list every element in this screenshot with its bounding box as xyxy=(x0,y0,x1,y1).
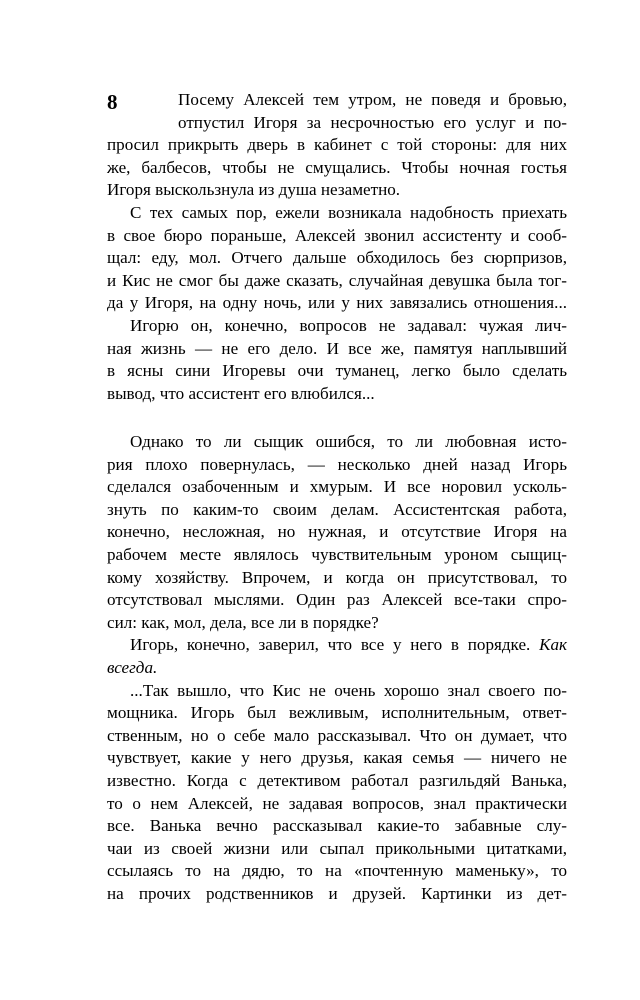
text-line: Однако то ли сыщик ошибся, то ли любовная исто- xyxy=(130,432,567,451)
text-line: кому хозяйству. Впрочем, и когда он присутствовал, то xyxy=(107,567,567,587)
text-line: ...Так вышло, что Кис не очень хорошо знал своего по- xyxy=(130,680,567,700)
text-line: ственным, но о себе мало рассказывал. Что он думает, что xyxy=(107,725,567,745)
text-line: знуть по каким-то своим делам. Ассистентская работа, xyxy=(107,499,567,519)
text-line: чувствует, какие у него друзья, какая семья — ничего не xyxy=(107,748,567,768)
text-line: сил: как, мол, дела, все ли в порядке? xyxy=(107,612,379,632)
text-line: отпустил Игоря за несрочностью его услуг и по- xyxy=(178,112,567,132)
text-line: мощника. Игорь был вежливым, исполнительным, ответ- xyxy=(107,703,567,723)
text-line-plain: Игорь, конечно, заверил, что все у него в порядке. xyxy=(130,635,531,655)
text-line: конечно, несложная, но нужная, и отсутствие Игоря на xyxy=(107,522,567,542)
text-line: все. Ванька вечно рассказывал какие-то забавные слу- xyxy=(107,816,567,836)
text-line: рия плохо повернулась, — несколько дней назад Игорь xyxy=(107,454,567,474)
text-line xyxy=(107,657,567,680)
text-line: же, балбесов, чтобы не смущались. Чтобы ночная гостья xyxy=(107,157,567,177)
text-line: Игорю он, конечно, вопросов не задавал: чужая лич- xyxy=(130,315,567,335)
text-line: ссылаясь то на дядю, то на «почтенную маменьку», то xyxy=(107,861,567,881)
text-line: щал: еду, мол. Отчего дальше обходилось без сюрпризов, xyxy=(107,248,567,268)
text-line: то о нем Алексей, не задавая вопросов, знал практически xyxy=(107,793,567,813)
text-line: Игоря выскользнула из душа незаметно. xyxy=(107,180,401,200)
text-line: сделался озабоченным и хмурым. И все норовил усколь- xyxy=(107,477,567,497)
text-block-2 xyxy=(107,431,567,905)
text-line: вывод, что ассистент его влюбился... xyxy=(107,383,375,403)
text-line: известно. Когда с детективом работал разгильдяй Ванька, xyxy=(107,770,567,790)
text-line: Посему Алексей тем утром, не поведя и бровью, xyxy=(178,90,567,109)
text-line: на прочих родственников и друзей. Картинки из дет- xyxy=(107,883,567,903)
page-number: 8 xyxy=(107,90,118,114)
text-line: просил прикрыть дверь в кабинет с той стороны: для них xyxy=(107,135,567,155)
text-line: рабочем месте являлось чувствительным уроном сыщиц- xyxy=(107,544,567,564)
text-line xyxy=(107,634,567,657)
text-line: и Кис не смог бы даже сказать, случайная девушка была тог- xyxy=(107,270,567,290)
text-line: отсутствовал мыслями. Один раз Алексей все-таки спро- xyxy=(107,590,567,610)
italic-phrase: всегда. xyxy=(107,657,158,677)
text-line: да у Игоря, на одну ночь, или у них завязались отношения... xyxy=(107,293,567,313)
text-line: чаи из своей жизни или сыпал прикольными цитатками, xyxy=(107,838,567,858)
text-line: в свое бюро пораньше, Алексей звонил ассистенту и сооб- xyxy=(107,225,567,245)
text-block-1 xyxy=(107,89,567,405)
text-line: ная жизнь — не его дело. И все же, памятуя наплывший xyxy=(107,338,567,358)
text-line: в ясны сини Игоревы очи туманец, легко было сделать xyxy=(107,361,567,381)
italic-phrase: Как xyxy=(539,635,567,655)
text-line: С тех самых пор, ежели возникала надобность приехать xyxy=(130,202,567,222)
